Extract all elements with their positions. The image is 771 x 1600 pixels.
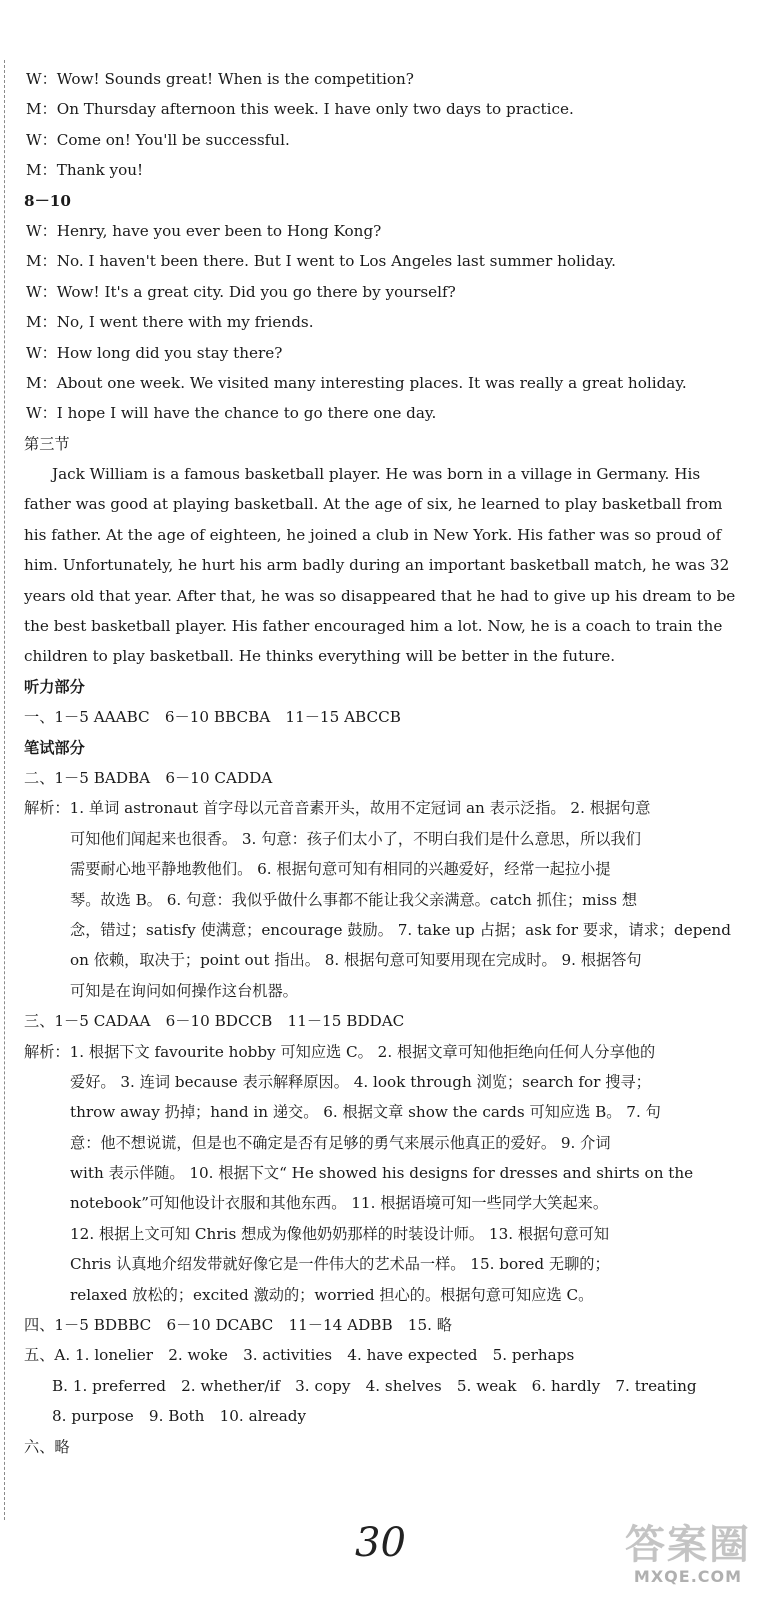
page-number: 30 <box>355 1520 406 1566</box>
dialogue-line: M：No. I haven't been there. But I went to Los Angeles last summer holiday. <box>26 252 616 271</box>
explanation-line: throw away 扔掉；hand in 递交。 6. 根据文章 show the cards 可知应选 B。 7. 句 <box>70 1103 661 1122</box>
explanation-line: Chris 认真地介绍发带就好像它是一件伟大的艺术品一样。 15. bored 无聊的； <box>70 1255 610 1274</box>
explanation-line: 解析：1. 单词 astronaut 首字母以元音音素开头，故用不定冠词 an 表示泛指。 2. 根据句意 <box>24 799 651 818</box>
section-3-label: 第三节 <box>24 434 70 453</box>
passage-line: him. Unfortunately, he hurt his arm badly during an important basketball match, he was 32 <box>24 556 730 575</box>
watermark-logo-text: 答案圈 <box>625 1522 751 1568</box>
watermark-logo <box>613 1522 763 1594</box>
dialogue-line: M：Thank you! <box>26 161 144 180</box>
explanation-line: 爱好。 3. 连词 because 表示解释原因。 4. look through 浏览；search for 搜寻； <box>70 1072 651 1091</box>
dialogue-line: W：Henry, have you ever been to Hong Kong? <box>26 221 382 240</box>
passage-line: Jack William is a famous basketball player. He was born in a village in Germany. His <box>52 465 701 484</box>
explanation-line: 可知他们闻起来也很香。 3. 句意：孩子们太小了，不明白我们是什么意思，所以我们 <box>70 829 641 848</box>
dialogue-line: M：On Thursday afternoon this week. I have only two days to practice. <box>26 100 574 119</box>
part-5-b-answers-cont: 8. purpose 9. Both 10. already <box>52 1407 307 1426</box>
dialogue-line: W：I hope I will have the chance to go there one day. <box>26 404 437 423</box>
dialogue-2-label: 8－10 <box>24 191 71 210</box>
explanation-line: relaxed 放松的；excited 激动的；worried 担心的。根据句意可知应选 C。 <box>70 1285 594 1304</box>
passage-line: children to play basketball. He thinks everything will be better in the future. <box>24 647 616 666</box>
dialogue-line: W：How long did you stay there? <box>26 343 283 362</box>
dialogue-1 <box>24 64 754 186</box>
passage-line: years old that year. After that, he was so disappeared that he had to give up his dream to be <box>24 586 736 605</box>
explanation-line: 念，错过；satisfy 使满意；encourage 鼓励。 7. take up 占据；ask for 要求，请求；depend <box>70 920 731 939</box>
explanation-line: 解析：1. 根据下文 favourite hobby 可知应选 C。 2. 根据文章可知他拒绝向任何人分享他的 <box>24 1042 656 1061</box>
page-content <box>24 64 754 1462</box>
dialogue-line: W：Wow! Sounds great! When is the competition? <box>26 70 414 88</box>
passage-line: the best basketball player. His father encouraged him a lot. Now, he is a coach to train the <box>24 617 723 636</box>
passage-line: father was good at playing basketball. At the age of six, he learned to play basketball from <box>24 495 723 514</box>
explanation-line: on 依赖，取决于；point out 指出。 8. 根据句意可知要用现在完成时。 9. 根据答句 <box>70 951 642 970</box>
listening-heading: 听力部分 <box>24 677 85 696</box>
binding-margin-line <box>4 60 17 1520</box>
dialogue-line: W：Come on! You'll be successful. <box>26 130 290 149</box>
listening-answers: 一、1－5 AAABC 6－10 BBCBA 11－15 ABCCB <box>24 708 401 727</box>
dialogue-line: W：Wow! It's a great city. Did you go there by yourself? <box>26 282 456 301</box>
part-3-answers: 三、1－5 CADAA 6－10 BDCCB 11－15 BDDAC <box>24 1012 405 1031</box>
watermark-url: MXQE.COM <box>633 1567 743 1586</box>
explanation-line: 需要耐心地平静地教他们。 6. 根据句意可知有相同的兴趣爱好，经常一起拉小提 <box>70 860 611 879</box>
part-2-explanation <box>24 793 754 1006</box>
part-4-answers: 四、1－5 BDBBC 6－10 DCABC 11－14 ADBB 15. 略 <box>24 1316 452 1335</box>
part-3-explanation <box>24 1037 754 1311</box>
explanation-line: 可知是在询问如何操作这台机器。 <box>70 981 298 1000</box>
passage-line: his father. At the age of eighteen, he joined a club in New York. His father was so proud of <box>24 525 722 544</box>
part-2-answers: 二、1－5 BADBA 6－10 CADDA <box>24 768 273 787</box>
part-5-b-answers: B. 1. preferred 2. whether/if 3. copy 4. shelves 5. weak 6. hardly 7. treating <box>52 1376 697 1395</box>
dialogue-line: M：About one week. We visited many interesting places. It was really a great holiday. <box>26 373 687 392</box>
written-heading: 笔试部分 <box>24 738 85 757</box>
dialogue-2 <box>24 216 754 429</box>
explanation-line: 意：他不想说谎，但是也不确定是否有足够的勇气来展示他真正的爱好。 9. 介词 <box>70 1133 611 1152</box>
explanation-line: notebook”可知他设计衣服和其他东西。 11. 根据语境可知一些同学大笑起来。 <box>70 1194 609 1213</box>
part-5-a-answers: 五、A. 1. lonelier 2. woke 3. activities 4. have expected 5. perhaps <box>24 1346 575 1365</box>
explanation-line: with 表示伴随。 10. 根据下文“ He showed his designs for dresses and shirts on the <box>70 1164 694 1183</box>
dialogue-line: M：No, I went there with my friends. <box>26 313 314 332</box>
part-6-answer: 六、略 <box>24 1437 70 1456</box>
explanation-line: 12. 根据上文可知 Chris 想成为像他奶奶那样的时装设计师。 13. 根据句意可知 <box>70 1224 610 1243</box>
listening-passage <box>24 459 754 672</box>
explanation-line: 琴。故选 B。 6. 句意：我似乎做什么事都不能让我父亲满意。catch 抓住；miss 想 <box>70 890 638 909</box>
